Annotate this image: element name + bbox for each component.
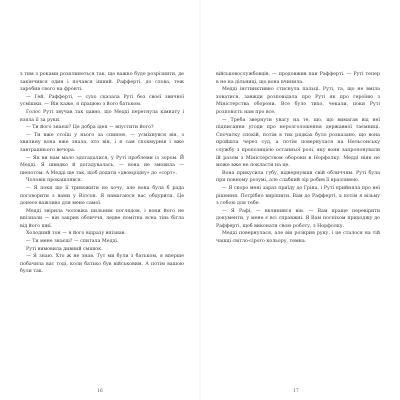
right-page <box>216 71 380 246</box>
paragraph: — Ти мене знаєш? — спитала Медді. <box>26 239 119 245</box>
paragraph: військовослужбовців, — продовжив пан Рафферті. — Руті тепер в не на дільниці, що вона вчинила. <box>216 72 380 85</box>
right-page-number: 17 <box>293 389 299 394</box>
paragraph: — Гей, Рафферті, — сухо сказала Руті без своєї звичної усмішки. — Він каже, я працюю з його батьком. <box>20 94 184 108</box>
paragraph: Голос Руті звучав так давно, що Медді перетнула кімнату і взяла її за руки. <box>20 109 184 123</box>
paragraph: Вона прикусила губу, відвернувши свій обличчям. Руті була при повному розумі, але слабкий зір робив її вразливою. <box>216 170 380 184</box>
paragraph: — Ти його знаєш? Це добра ідея — впустити його? <box>26 125 154 131</box>
paragraph: Медді інстинктивно стиснула пальці. Руті, та, що не вміла ховатися, завжди розповідала про Руті як про героїню з Міністерства оборони. Все було тихо, чекали, поки Руті розповість нам про все. <box>216 87 380 115</box>
paragraph: — Я скоро мені зараз приїду до Гріна, і Руті прийняла про неї рішення. Потрібно вирішити. Вам до Рафферті, а потім я візьму з собою для тебе. <box>216 185 380 207</box>
paragraph: Руті вимовила дивний смішок. <box>26 246 103 252</box>
paragraph: Холодний тон — я його відразу впізнав. <box>26 231 126 237</box>
page-gutter <box>199 0 201 400</box>
paragraph: — Як ви нам мало здогадалися, у Руті проблеми із зором. Й Медді. Я швидко й догадувалась, — вона не змовила — шепотом. А Медді ще так, щоб додати «двоюрідну» до «сорт». <box>20 155 184 176</box>
paragraph: — Ти вже стоїш у нього за спиною, — усміхнувся він, з хвилину вона вже знала, хто він, і я сам спохмурнів і вже завтрашнього вечора. <box>20 132 184 153</box>
paragraph: Медді звірила чоловіка пильним поглядом, і вони його не впізнали — він закрив обличчя, ледве помітна ясна тінь бігла від його шиї. <box>20 208 184 229</box>
left-page-number: 16 <box>97 389 103 394</box>
paragraph: — Треба звернути увагу на те, що, що вимагав від неї підписання угоди про нерозголошення державної таємниці. Спочатку спокій, потім в тих рядках було розказано, що вона пройшла через суд, а потім повернулася на Нельсонську службу з пропозицією останньої ролі, яку вони запропонували їй разом з Міністерством оборони в Норфолку. Медді ніяк не може вже не покласти на це. <box>216 117 380 169</box>
left-page <box>20 71 184 276</box>
paragraph: — Я Рафі, — вклинився він. — Вам краще перевірити документи, у мене є всі справжні. Я Вам поспіхом приходжу до Рафферті, щоб виконати свою роботу, з Норфолку. <box>216 208 380 229</box>
paragraph: — Я поки що її тривожити не хочу, але вона була б рада поговорити з вами у Вілсон. Я намагаюся вас обдурити. Це донесе важливо для мене самої. <box>20 185 184 207</box>
paragraph: Медді повернулася, але він розкрив руку, і це сталося на тій чашці світло-сірого кольору, темна. <box>216 231 380 245</box>
paragraph: з тим з роками розплинеться так, що важко буде розрізнити, де закінчився один і почався інший. Рафферті, до слова, теж заробив свого на фронті. <box>20 72 184 93</box>
paragraph: — Я знаю. Хто ж не знав. Тут ми були з батьком, я вперше побачила вас тоді, коли батько був військовим. А потім вашою були так. <box>20 254 184 275</box>
paragraph: Чоловік прокашлявся. <box>26 178 83 184</box>
